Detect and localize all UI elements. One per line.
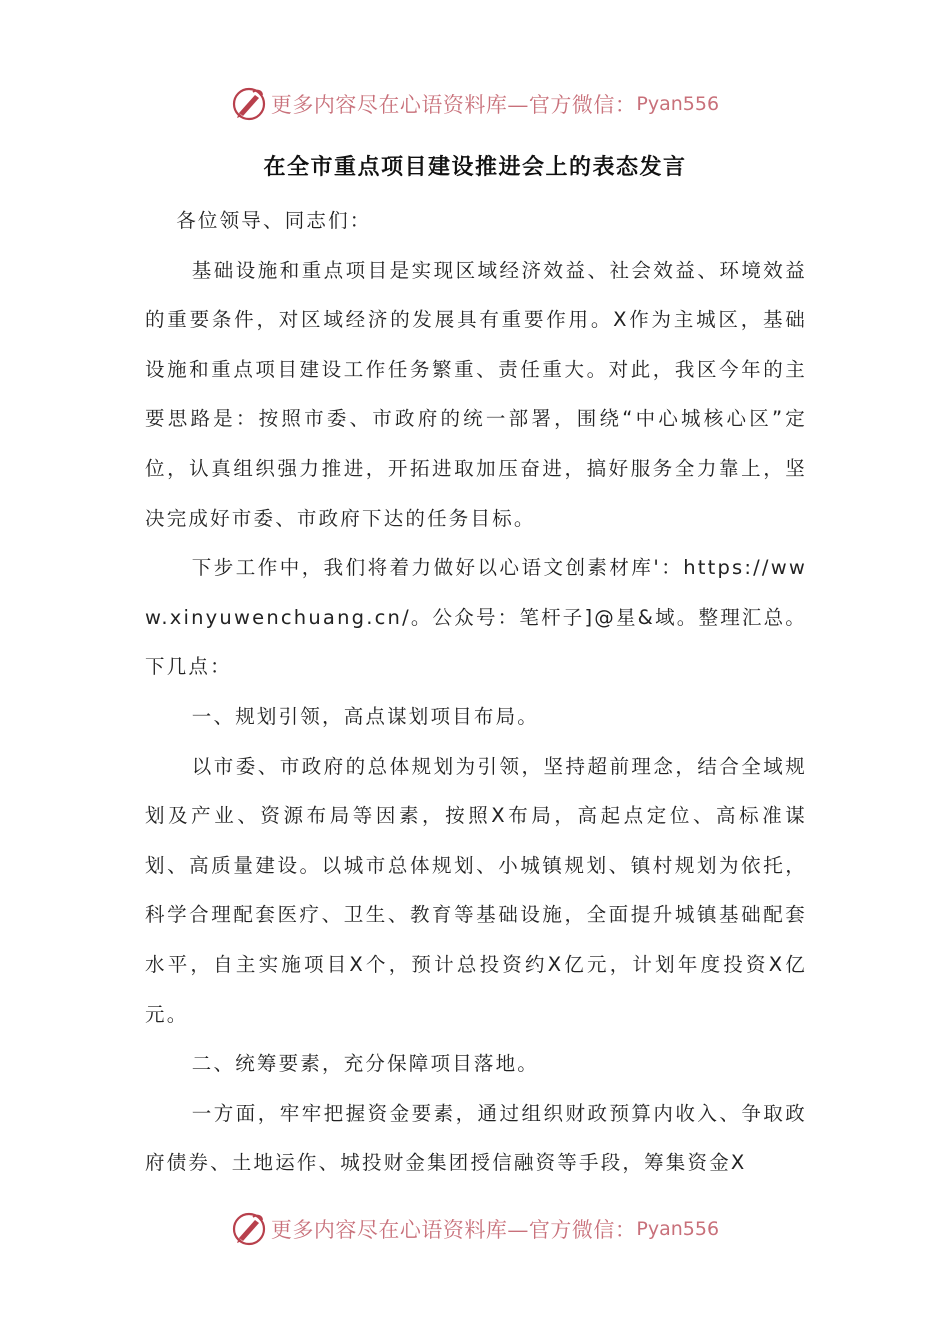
header-watermark — [0, 82, 950, 126]
watermark-wechat-id: Pyan556 — [636, 93, 720, 115]
paragraph: 一方面，牢牢把握资金要素，通过组织财政预算内收入、争取政府债券、土地运作、城投财金集团授信融资等手段，筹集资金X — [145, 1101, 807, 1175]
document-body — [145, 196, 807, 1188]
paragraph: 下步工作中，我们将着力做好以心语文创素材库'：https://www.xinyuwenchuang.cn/。公众号：笔杆子]@星&域。整理汇总。下几点： — [145, 556, 807, 679]
watermark-text: 更多内容尽在心语资料库—官方微信： — [270, 93, 637, 117]
watermark-wechat-id: Pyan556 — [636, 1218, 720, 1240]
section-heading: 一、规划引领，高点谋划项目布局。 — [191, 704, 539, 728]
pen-logo-icon — [231, 86, 267, 122]
watermark-text: 更多内容尽在心语资料库—官方微信： — [270, 1218, 637, 1242]
document-title: 在全市重点项目建设推进会上的表态发言 — [263, 155, 687, 180]
pen-logo-icon — [231, 1211, 267, 1247]
paragraph: 以市委、市政府的总体规划为引领，坚持超前理念，结合全域规划及产业、资源布局等因素，按照X布局，高起点定位、高标准谋划、高质量建设。以城市总体规划、小城镇规划、镇村规划为依托，科学合理配套医疗、卫生、教育等基础设施，全面提升城镇基础配套水平，自主实施项目X个，预计总投资约X亿元，计划年度投资X亿元。 — [145, 754, 807, 1026]
footer-watermark — [0, 1207, 950, 1251]
section-heading: 二、统筹要素，充分保障项目落地。 — [191, 1052, 539, 1076]
salutation: 各位领导、同志们： — [176, 209, 372, 232]
paragraph: 基础设施和重点项目是实现区域经济效益、社会效益、环境效益的重要条件，对区域经济的发展具有重要作用。X作为主城区，基础设施和重点项目建设工作任务繁重、责任重大。对此，我区今年的主要思路是：按照市委、市政府的统一部署，围绕“中心城核心区”定位，认真组织强力推进，开拓进取加压奋进，搞好服务全力靠上，坚决完成好市委、市政府下达的任务目标。 — [145, 258, 807, 530]
